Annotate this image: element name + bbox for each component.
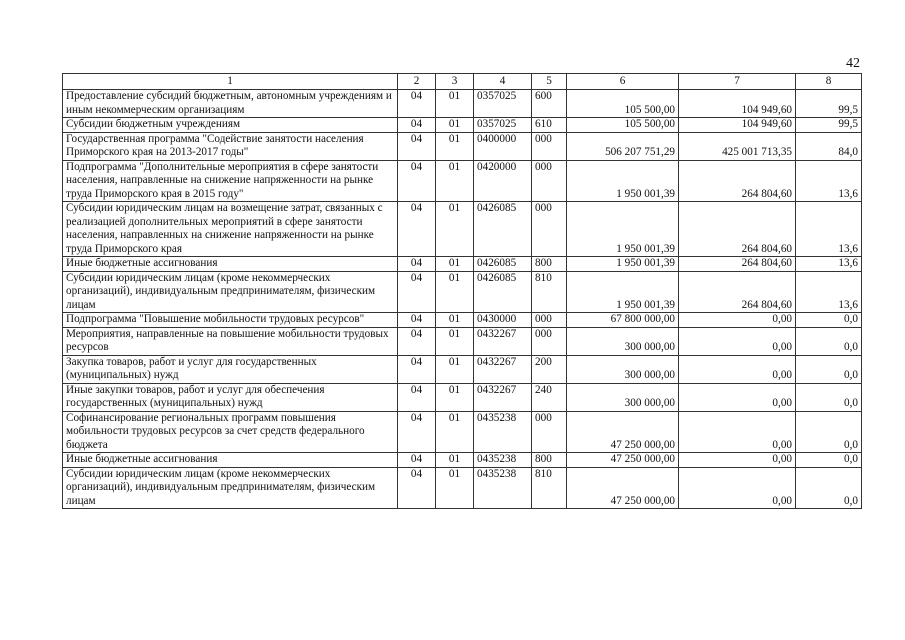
subsection-code-cell: 01 (436, 202, 474, 257)
planned-amount-cell: 67 800 000,00 (567, 313, 679, 328)
planned-amount-cell: 300 000,00 (567, 327, 679, 355)
subsection-code-cell: 01 (436, 160, 474, 202)
row-name-cell: Иные бюджетные ассигнования (63, 453, 398, 468)
expense-type-cell: 610 (532, 118, 567, 133)
executed-amount-cell: 264 804,60 (679, 202, 796, 257)
column-header: 8 (796, 74, 862, 90)
subsection-code-cell: 01 (436, 383, 474, 411)
subsection-code-cell: 01 (436, 271, 474, 313)
table-row (63, 257, 862, 272)
target-code-cell: 0357025 (474, 90, 532, 118)
executed-amount-cell: 0,00 (679, 467, 796, 509)
section-code-cell: 04 (398, 313, 436, 328)
subsection-code-cell: 01 (436, 453, 474, 468)
executed-amount-cell: 0,00 (679, 355, 796, 383)
planned-amount-cell: 300 000,00 (567, 355, 679, 383)
execution-percent-cell: 13,6 (796, 257, 862, 272)
subsection-code-cell: 01 (436, 411, 474, 453)
table-row (63, 271, 862, 313)
column-header: 2 (398, 74, 436, 90)
subsection-code-cell: 01 (436, 467, 474, 509)
execution-percent-cell: 13,6 (796, 271, 862, 313)
row-name-cell: Иные закупки товаров, работ и услуг для обеспечения государственных (муниципальных) нужд (63, 383, 398, 411)
row-name-cell: Предоставление субсидий бюджетным, автономным учреждениям и иным некоммерческим организациям (63, 90, 398, 118)
row-name-cell: Мероприятия, направленные на повышение мобильности трудовых ресурсов (63, 327, 398, 355)
execution-percent-cell: 0,0 (796, 383, 862, 411)
target-code-cell: 0426085 (474, 202, 532, 257)
target-code-cell: 0357025 (474, 118, 532, 133)
execution-percent-cell: 0,0 (796, 313, 862, 328)
subsection-code-cell: 01 (436, 90, 474, 118)
subsection-code-cell: 01 (436, 132, 474, 160)
table-row (63, 313, 862, 328)
expense-type-cell: 000 (532, 313, 567, 328)
planned-amount-cell: 1 950 001,39 (567, 271, 679, 313)
section-code-cell: 04 (398, 257, 436, 272)
section-code-cell: 04 (398, 202, 436, 257)
expense-type-cell: 000 (532, 132, 567, 160)
expense-type-cell: 240 (532, 383, 567, 411)
table-row (63, 160, 862, 202)
subsection-code-cell: 01 (436, 257, 474, 272)
target-code-cell: 0400000 (474, 132, 532, 160)
column-header: 4 (474, 74, 532, 90)
section-code-cell: 04 (398, 271, 436, 313)
executed-amount-cell: 0,00 (679, 383, 796, 411)
section-code-cell: 04 (398, 90, 436, 118)
expense-type-cell: 200 (532, 355, 567, 383)
target-code-cell: 0435238 (474, 453, 532, 468)
execution-percent-cell: 13,6 (796, 160, 862, 202)
column-header: 6 (567, 74, 679, 90)
column-header: 7 (679, 74, 796, 90)
table-row (63, 467, 862, 509)
row-name-cell: Закупка товаров, работ и услуг для государственных (муниципальных) нужд (63, 355, 398, 383)
row-name-cell: Софинансирование региональных программ повышения мобильности трудовых ресурсов за счет средств федерального бюджета (63, 411, 398, 453)
execution-percent-cell: 0,0 (796, 467, 862, 509)
section-code-cell: 04 (398, 467, 436, 509)
executed-amount-cell: 104 949,60 (679, 90, 796, 118)
executed-amount-cell: 264 804,60 (679, 257, 796, 272)
planned-amount-cell: 47 250 000,00 (567, 467, 679, 509)
expense-type-cell: 810 (532, 271, 567, 313)
execution-percent-cell: 0,0 (796, 327, 862, 355)
expense-type-cell: 600 (532, 90, 567, 118)
execution-percent-cell: 0,0 (796, 355, 862, 383)
expense-type-cell: 000 (532, 327, 567, 355)
row-name-cell: Подпрограмма "Повышение мобильности трудовых ресурсов" (63, 313, 398, 328)
table-row (63, 118, 862, 133)
planned-amount-cell: 300 000,00 (567, 383, 679, 411)
row-name-cell: Субсидии юридическим лицам на возмещение затрат, связанных с реализацией дополнительных мероприятий в сфере занятости населения, направленных на снижение напряженности на рынке труда Приморского края (63, 202, 398, 257)
table-row (63, 327, 862, 355)
planned-amount-cell: 105 500,00 (567, 118, 679, 133)
expense-type-cell: 800 (532, 453, 567, 468)
table-row (63, 355, 862, 383)
planned-amount-cell: 47 250 000,00 (567, 411, 679, 453)
table-row (63, 453, 862, 468)
target-code-cell: 0426085 (474, 257, 532, 272)
expense-type-cell: 810 (532, 467, 567, 509)
executed-amount-cell: 104 949,60 (679, 118, 796, 133)
execution-percent-cell: 99,5 (796, 90, 862, 118)
subsection-code-cell: 01 (436, 327, 474, 355)
page-number: 42 (846, 56, 860, 71)
expense-type-cell: 000 (532, 160, 567, 202)
table-row (63, 383, 862, 411)
row-name-cell: Подпрограмма "Дополнительные мероприятия в сфере занятости населения, направленные на снижение напряженности на рынке труда Приморского края в 2015 году" (63, 160, 398, 202)
executed-amount-cell: 425 001 713,35 (679, 132, 796, 160)
section-code-cell: 04 (398, 118, 436, 133)
planned-amount-cell: 47 250 000,00 (567, 453, 679, 468)
column-header: 3 (436, 74, 474, 90)
expense-type-cell: 000 (532, 202, 567, 257)
execution-percent-cell: 99,5 (796, 118, 862, 133)
budget-table (62, 73, 862, 509)
execution-percent-cell: 0,0 (796, 453, 862, 468)
planned-amount-cell: 1 950 001,39 (567, 257, 679, 272)
executed-amount-cell: 0,00 (679, 411, 796, 453)
planned-amount-cell: 105 500,00 (567, 90, 679, 118)
executed-amount-cell: 0,00 (679, 327, 796, 355)
planned-amount-cell: 1 950 001,39 (567, 160, 679, 202)
section-code-cell: 04 (398, 453, 436, 468)
section-code-cell: 04 (398, 383, 436, 411)
section-code-cell: 04 (398, 411, 436, 453)
target-code-cell: 0430000 (474, 313, 532, 328)
executed-amount-cell: 0,00 (679, 453, 796, 468)
executed-amount-cell: 0,00 (679, 313, 796, 328)
target-code-cell: 0432267 (474, 355, 532, 383)
executed-amount-cell: 264 804,60 (679, 271, 796, 313)
execution-percent-cell: 13,6 (796, 202, 862, 257)
subsection-code-cell: 01 (436, 313, 474, 328)
header-row (63, 74, 862, 90)
target-code-cell: 0420000 (474, 160, 532, 202)
row-name-cell: Субсидии юридическим лицам (кроме некоммерческих организаций), индивидуальным предпринимателям, физическим лицам (63, 467, 398, 509)
planned-amount-cell: 506 207 751,29 (567, 132, 679, 160)
row-name-cell: Иные бюджетные ассигнования (63, 257, 398, 272)
column-header: 1 (63, 74, 398, 90)
row-name-cell: Субсидии бюджетным учреждениям (63, 118, 398, 133)
executed-amount-cell: 264 804,60 (679, 160, 796, 202)
subsection-code-cell: 01 (436, 355, 474, 383)
column-header: 5 (532, 74, 567, 90)
target-code-cell: 0432267 (474, 383, 532, 411)
execution-percent-cell: 84,0 (796, 132, 862, 160)
section-code-cell: 04 (398, 132, 436, 160)
table-row (63, 90, 862, 118)
target-code-cell: 0426085 (474, 271, 532, 313)
row-name-cell: Государственная программа "Содействие занятости населения Приморского края на 2013-2017 годы" (63, 132, 398, 160)
section-code-cell: 04 (398, 160, 436, 202)
planned-amount-cell: 1 950 001,39 (567, 202, 679, 257)
target-code-cell: 0435238 (474, 467, 532, 509)
section-code-cell: 04 (398, 355, 436, 383)
target-code-cell: 0435238 (474, 411, 532, 453)
expense-type-cell: 800 (532, 257, 567, 272)
table-row (63, 411, 862, 453)
table-row (63, 202, 862, 257)
row-name-cell: Субсидии юридическим лицам (кроме некоммерческих организаций), индивидуальным предпринимателям, физическим лицам (63, 271, 398, 313)
table-row (63, 132, 862, 160)
target-code-cell: 0432267 (474, 327, 532, 355)
execution-percent-cell: 0,0 (796, 411, 862, 453)
section-code-cell: 04 (398, 327, 436, 355)
expense-type-cell: 000 (532, 411, 567, 453)
subsection-code-cell: 01 (436, 118, 474, 133)
